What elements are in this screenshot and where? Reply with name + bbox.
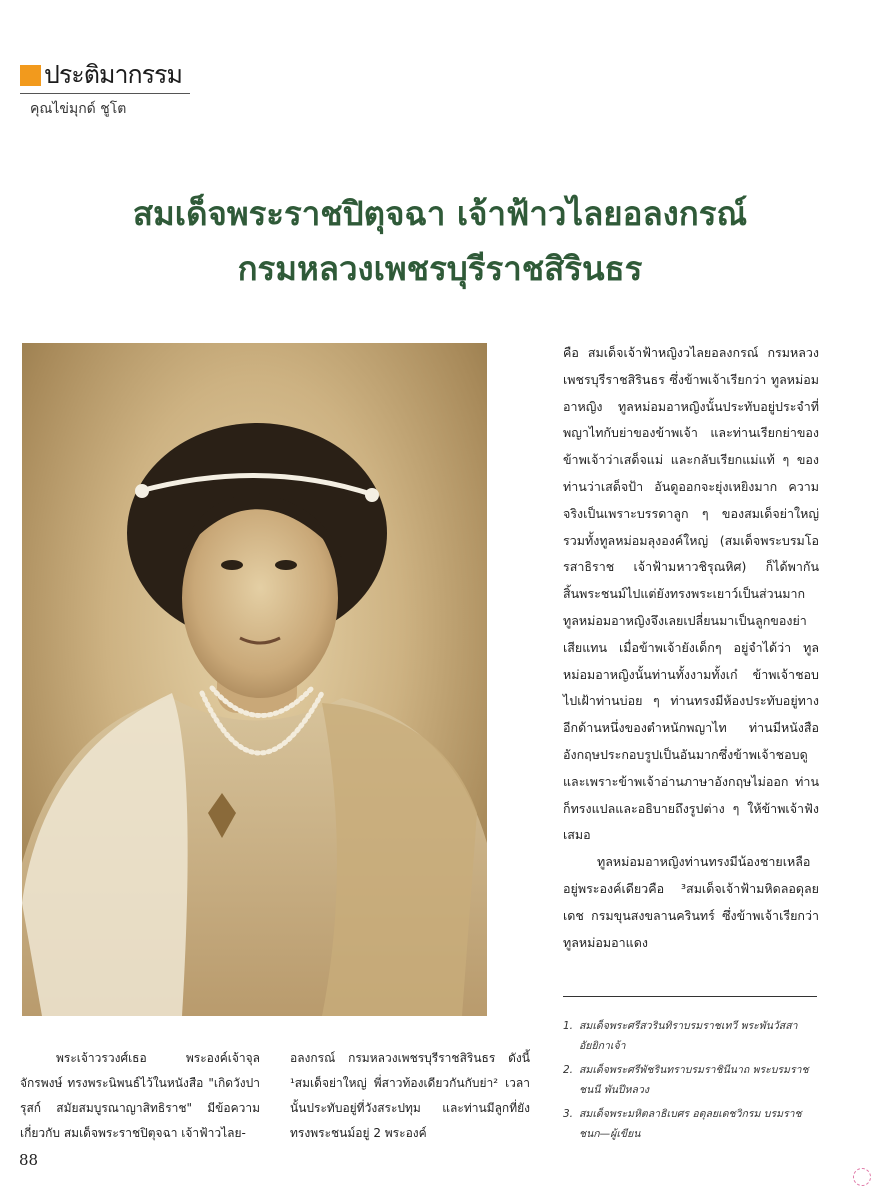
tiara-left-ornament [135,484,149,498]
footnote-number: 1. [563,1020,574,1032]
footnote-item [563,1060,819,1100]
section-rule [20,93,190,94]
page-number: 88 [19,1151,39,1169]
bottom-middle-column [290,1046,530,1146]
footnote-number: 3. [563,1108,574,1120]
portrait-illustration [22,343,487,1016]
right-column [563,340,819,956]
footnote-text: สมเด็จพระศรีสวรินทิราบรมราชเทวี พระพันวัสสาอัยยิกาเจ้า [579,1020,798,1052]
footnotes [563,1016,819,1148]
headline [20,186,860,296]
right-column-paragraph-1: คือ สมเด็จเจ้าฟ้าหญิงวไลยอลงกรณ์ กรมหลวงเพชรบุรีราชสิรินธร ซึ่งข้าพเจ้าเรียกว่า ทูลหม่อมอาหญิง ทูลหม่อมอาหญิงนั้นประทับอยู่ประจำที่พญาไทกับย่าของข้าพเจ้า และท่านเรียกย่าของข้าพเจ้าว่าเสด็จแม่ และกลับเรียกแม่แท้ ๆ ของท่านว่าเสด็จป้า อันดูออกจะยุ่งเหยิงมาก ความจริงเป็นเพราะบรรดาลูก ๆ ของสมเด็จย่าใหญ่รวมทั้งทูลหม่อมลุงองค์ใหญ่ (สมเด็จพระบรมโอรสาธิราช เจ้าฟ้ามหาวชิรุณหิศ) ก็ได้พากันสิ้นพระชนม์ไปแต่ยังทรงพระเยาว์เป็นส่วนมาก ทูลหม่อมอาหญิงจึงเลยเปลี่ยนมาเป็นลูกของย่าเสียแทน เมื่อข้าพเจ้ายังเด็กๆ อยู่จำได้ว่า ทูลหม่อมอาหญิงนั้นท่านทั้งงามทั้งเก๋ ข้าพเจ้าชอบไปเฝ้าท่านบ่อย ๆ ท่านทรงมีห้องประทับอยู่ทางอีกด้านหนึ่งของตำหนักพญาไท ท่านมีหนังสืออังกฤษประกอบรูปเป็นอันมากซึ่งข้าพเจ้าชอบดูและเพราะข้าพเจ้าอ่านภาษาอังกฤษไม่ออก ท่านก็ทรงแปลและอธิบายถึงรูปต่าง ๆ ให้ข้าพเจ้าฟังเสมอ [563,345,819,843]
section-title-row [20,60,195,90]
headline-line-1: สมเด็จพระราชปิตุจฉา เจ้าฟ้าวไลยอลงกรณ์ [132,194,748,233]
footnote-rule [563,996,817,997]
corner-stamp-icon [853,1168,871,1186]
section-marker-square [20,65,41,86]
tiara-right-ornament [365,488,379,502]
headline-line-2: กรมหลวงเพชรบุรีราชสิรินธร [237,249,643,288]
bottom-middle-paragraph: อลงกรณ์ กรมหลวงเพชรบุรีราชสิรินธร ดังนี้ ¹สมเด็จย่าใหญ่ พี่สาวท้องเดียวกันกับย่า² เวลานั้นประทับอยู่ที่วังสระปทุม และท่านมีลูกที่ยังทรงพระชนม์อยู่ 2 พระองค์ [290,1051,530,1140]
portrait-photo [22,343,487,1016]
footnote-text: สมเด็จพระศรีพัชรินทราบรมราชินีนาถ พระบรมราชชนนี พันปีหลวง [579,1064,809,1096]
fur-shawl-shape [22,693,188,1016]
footnote-item [563,1016,819,1056]
bottom-left-column [20,1046,260,1146]
footnote-text: สมเด็จพระมหิตลาธิเบศร อดุลยเดชวิกรม บรมราชชนก—ผู้เขียน [579,1108,802,1140]
author-name: คุณไข่มุกด์ ชูโต [30,101,127,117]
footnote-number: 2. [563,1064,574,1076]
left-eye-shape [221,560,243,570]
section-title: ประติมากรรม [44,60,182,89]
right-column-paragraph-2: ทูลหม่อมอาหญิงท่านทรงมีน้องชายเหลืออยู่พระองค์เดียวคือ ³สมเด็จเจ้าฟ้ามหิดลอดุลยเดช กรมขุนสงขลานครินทร์ ซึ่งข้าพเจ้าเรียกว่า ทูลหม่อมอาแดง [563,854,819,950]
bottom-left-paragraph: พระเจ้าวรวงศ์เธอ พระองค์เจ้าจุลจักรพงษ์ ทรงพระนิพนธ์ไว้ในหนังสือ "เกิดวังปารุสก์ สมัยสมบูรณาญาสิทธิราช" มีข้อความเกี่ยวกับ สมเด็จพระราชปิตุจฉา เจ้าฟ้าวไลย- [20,1051,260,1140]
section-header [20,60,195,120]
right-eye-shape [275,560,297,570]
footnote-item [563,1104,819,1144]
sheer-scarf-shape [322,703,477,1016]
